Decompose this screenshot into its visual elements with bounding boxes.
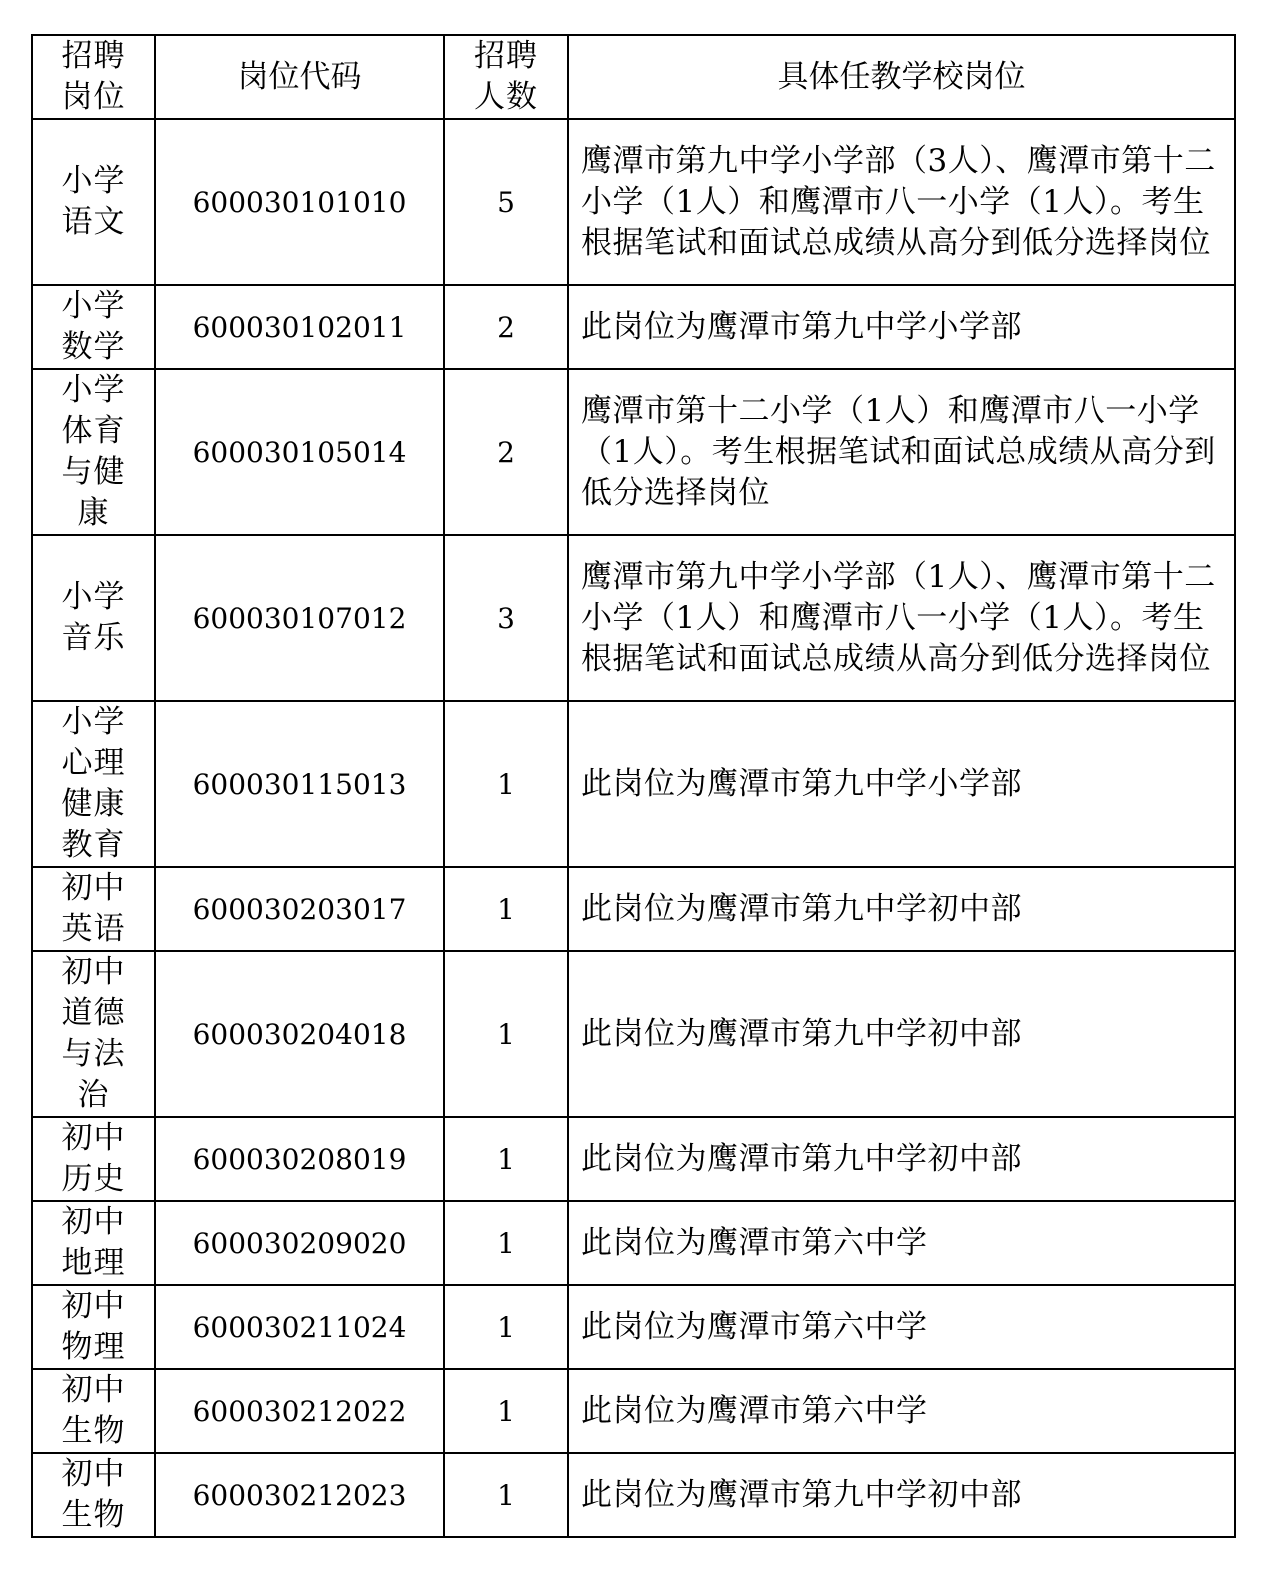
post-cell: 小学语文	[32, 119, 155, 285]
detail-cell: 此岗位为鹰潭市第九中学小学部	[568, 701, 1235, 867]
detail-cell: 此岗位为鹰潭市第九中学初中部	[568, 1453, 1235, 1537]
detail-cell: 此岗位为鹰潭市第九中学小学部	[568, 285, 1235, 369]
detail-cell: 此岗位为鹰潭市第六中学	[568, 1285, 1235, 1369]
code-cell: 600030115013	[155, 701, 444, 867]
code-cell: 600030102011	[155, 285, 444, 369]
post-cell: 初中历史	[32, 1117, 155, 1201]
table-row	[32, 369, 1235, 535]
detail-cell: 此岗位为鹰潭市第九中学初中部	[568, 951, 1235, 1117]
code-cell: 600030208019	[155, 1117, 444, 1201]
code-cell: 600030212023	[155, 1453, 444, 1537]
table-row	[32, 1117, 1235, 1201]
count-cell: 1	[444, 701, 568, 867]
post-cell: 小学音乐	[32, 535, 155, 701]
count-cell: 2	[444, 285, 568, 369]
table-row	[32, 1201, 1235, 1285]
code-cell: 600030105014	[155, 369, 444, 535]
code-cell: 600030101010	[155, 119, 444, 285]
code-cell: 600030107012	[155, 535, 444, 701]
detail-cell: 此岗位为鹰潭市第六中学	[568, 1201, 1235, 1285]
code-cell: 600030204018	[155, 951, 444, 1117]
post-cell: 小学数学	[32, 285, 155, 369]
table-row	[32, 119, 1235, 285]
count-cell: 1	[444, 1201, 568, 1285]
table-row	[32, 1285, 1235, 1369]
table-row	[32, 535, 1235, 701]
table-header-row	[32, 35, 1235, 119]
detail-cell: 此岗位为鹰潭市第九中学初中部	[568, 867, 1235, 951]
header-count: 招聘人数	[444, 35, 568, 119]
header-code: 岗位代码	[155, 35, 444, 119]
count-cell: 1	[444, 951, 568, 1117]
table-row	[32, 867, 1235, 951]
table-row	[32, 701, 1235, 867]
count-cell: 1	[444, 1453, 568, 1537]
count-cell: 1	[444, 867, 568, 951]
code-cell: 600030209020	[155, 1201, 444, 1285]
count-cell: 5	[444, 119, 568, 285]
detail-cell: 鹰潭市第十二小学（1人）和鹰潭市八一小学（1人）。考生根据笔试和面试总成绩从高分到低分选择岗位	[568, 369, 1235, 535]
count-cell: 1	[444, 1285, 568, 1369]
header-post: 招聘岗位	[32, 35, 155, 119]
count-cell: 1	[444, 1117, 568, 1201]
count-cell: 2	[444, 369, 568, 535]
table-row	[32, 285, 1235, 369]
code-cell: 600030211024	[155, 1285, 444, 1369]
post-cell: 小学体育与健康	[32, 369, 155, 535]
table-row	[32, 1453, 1235, 1537]
count-cell: 3	[444, 535, 568, 701]
post-cell: 初中地理	[32, 1201, 155, 1285]
post-cell: 初中生物	[32, 1453, 155, 1537]
post-cell: 小学心理健康教育	[32, 701, 155, 867]
post-cell: 初中道德与法治	[32, 951, 155, 1117]
detail-cell: 此岗位为鹰潭市第六中学	[568, 1369, 1235, 1453]
count-cell: 1	[444, 1369, 568, 1453]
code-cell: 600030203017	[155, 867, 444, 951]
recruitment-table	[31, 34, 1236, 1538]
table-row	[32, 1369, 1235, 1453]
detail-cell: 此岗位为鹰潭市第九中学初中部	[568, 1117, 1235, 1201]
code-cell: 600030212022	[155, 1369, 444, 1453]
header-detail: 具体任教学校岗位	[568, 35, 1235, 119]
post-cell: 初中生物	[32, 1369, 155, 1453]
table-row	[32, 951, 1235, 1117]
post-cell: 初中英语	[32, 867, 155, 951]
detail-cell: 鹰潭市第九中学小学部（1人）、鹰潭市第十二小学（1人）和鹰潭市八一小学（1人）。考生根据笔试和面试总成绩从高分到低分选择岗位	[568, 535, 1235, 701]
detail-cell: 鹰潭市第九中学小学部（3人）、鹰潭市第十二小学（1人）和鹰潭市八一小学（1人）。考生根据笔试和面试总成绩从高分到低分选择岗位	[568, 119, 1235, 285]
post-cell: 初中物理	[32, 1285, 155, 1369]
